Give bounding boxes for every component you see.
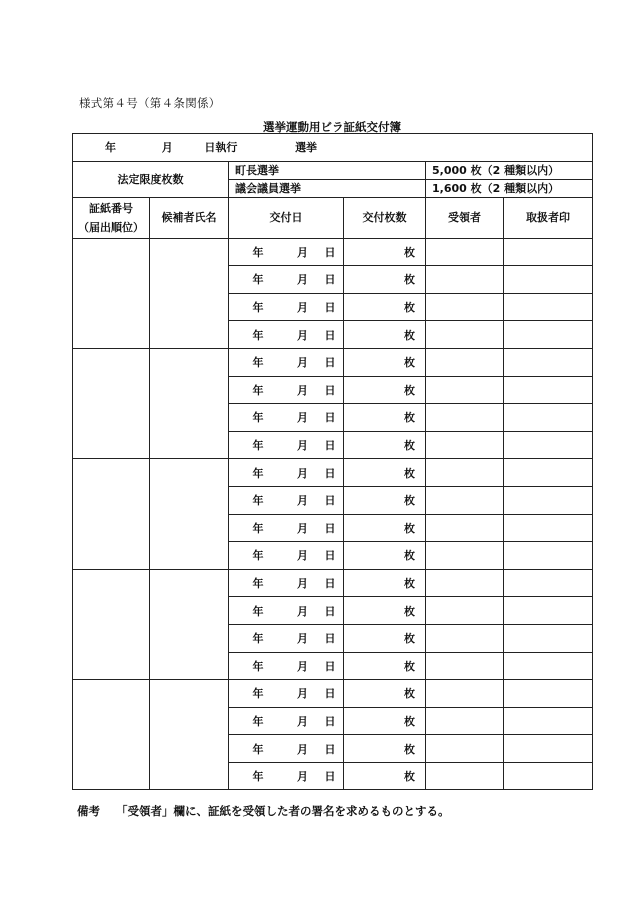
issue-date-cell[interactable] — [229, 542, 344, 570]
date-month: 月 — [297, 742, 308, 756]
sheets-unit: 枚 — [404, 411, 415, 425]
issue-date-cell[interactable] — [229, 321, 344, 349]
date-year: 年 — [252, 439, 264, 453]
recipient-cell[interactable] — [426, 293, 504, 321]
recipient-cell[interactable] — [426, 652, 504, 680]
date-day: 日 — [324, 659, 336, 673]
recipient-cell[interactable] — [426, 486, 504, 514]
cert-number-cell[interactable] — [73, 459, 150, 569]
handler-seal-cell[interactable] — [504, 293, 593, 321]
sheets-unit: 枚 — [404, 549, 415, 563]
handler-seal-cell[interactable] — [504, 238, 593, 266]
date-day: 日 — [324, 742, 336, 756]
date-day: 日 — [324, 714, 336, 728]
sheets-unit: 枚 — [404, 521, 415, 535]
issue-date-cell[interactable] — [229, 569, 344, 597]
sheets-unit: 枚 — [404, 577, 415, 591]
recipient-cell[interactable] — [426, 431, 504, 459]
handler-seal-cell[interactable] — [504, 376, 593, 404]
handler-seal-cell[interactable] — [504, 542, 593, 570]
sheets-unit: 枚 — [404, 245, 415, 259]
header-issue-date: 交付日 — [229, 197, 344, 238]
issue-date-cell[interactable] — [229, 624, 344, 652]
execution-row — [73, 134, 593, 162]
sheets-unit: 枚 — [404, 742, 415, 756]
recipient-cell[interactable] — [426, 762, 504, 790]
date-month: 月 — [297, 549, 308, 563]
date-year: 年 — [252, 411, 264, 425]
issue-date-cell[interactable] — [229, 348, 344, 376]
handler-seal-cell[interactable] — [504, 266, 593, 294]
handler-seal-cell[interactable] — [504, 569, 593, 597]
issue-count-cell[interactable] — [344, 597, 426, 625]
issue-count-cell[interactable] — [344, 486, 426, 514]
cert-number-cell[interactable] — [73, 680, 150, 790]
issue-count-cell[interactable] — [344, 321, 426, 349]
sheets-unit: 枚 — [404, 466, 415, 480]
handler-seal-cell[interactable] — [504, 321, 593, 349]
limit-election-council: 議会議員選挙 — [229, 179, 426, 197]
issue-date-cell[interactable] — [229, 514, 344, 542]
issue-count-cell[interactable] — [344, 707, 426, 735]
date-month: 月 — [297, 273, 308, 287]
issue-date-cell[interactable] — [229, 680, 344, 708]
date-year: 年 — [252, 521, 264, 535]
handler-seal-cell[interactable] — [504, 597, 593, 625]
sheets-unit: 枚 — [404, 356, 415, 370]
issue-date-cell[interactable] — [229, 266, 344, 294]
date-month: 月 — [297, 301, 308, 315]
issue-count-cell[interactable] — [344, 376, 426, 404]
date-year: 年 — [252, 632, 264, 646]
issue-count-cell[interactable] — [344, 404, 426, 432]
handler-seal-cell[interactable] — [504, 348, 593, 376]
issue-count-cell[interactable] — [344, 735, 426, 763]
candidate-name-cell[interactable] — [150, 459, 229, 569]
date-day: 日 — [324, 687, 336, 701]
recipient-cell[interactable] — [426, 238, 504, 266]
date-day: 日 — [324, 301, 336, 315]
issue-date-cell[interactable] — [229, 707, 344, 735]
recipient-cell[interactable] — [426, 404, 504, 432]
candidate-name-cell[interactable] — [150, 569, 229, 679]
handler-seal-cell[interactable] — [504, 680, 593, 708]
date-day: 日 — [324, 494, 336, 508]
issue-count-cell[interactable] — [344, 266, 426, 294]
issue-date-cell[interactable] — [229, 238, 344, 266]
date-day: 日 — [324, 411, 336, 425]
date-year: 年 — [252, 328, 264, 342]
issue-date-cell[interactable] — [229, 652, 344, 680]
recipient-cell[interactable] — [426, 459, 504, 487]
issue-count-cell[interactable] — [344, 293, 426, 321]
sheets-unit: 枚 — [404, 632, 415, 646]
ledger-row — [73, 238, 593, 266]
header-cert-number — [73, 197, 150, 238]
date-day: 日 — [324, 439, 336, 453]
date-month: 月 — [297, 770, 308, 784]
ledger-table — [72, 133, 593, 790]
date-day: 日 — [324, 604, 336, 618]
handler-seal-cell[interactable] — [504, 459, 593, 487]
cert-number-cell[interactable] — [73, 569, 150, 679]
date-day: 日 — [324, 577, 336, 591]
issue-date-cell[interactable] — [229, 431, 344, 459]
date-month: 月 — [297, 245, 308, 259]
sheets-unit: 枚 — [404, 273, 415, 287]
issue-date-cell[interactable] — [229, 486, 344, 514]
remark-text: 「受領者」欄に、証紙を受領した者の署名を求めるものとする。 — [116, 804, 450, 818]
handler-seal-cell[interactable] — [504, 762, 593, 790]
handler-seal-cell[interactable] — [504, 707, 593, 735]
date-day: 日 — [324, 356, 336, 370]
date-day: 日 — [324, 273, 336, 287]
header-issue-count: 交付枚数 — [344, 197, 426, 238]
limit-value-mayor: 5,000 枚（2 種類以内） — [426, 161, 593, 179]
date-month: 月 — [297, 714, 308, 728]
date-month: 月 — [297, 494, 308, 508]
date-day: 日 — [324, 245, 336, 259]
date-year: 年 — [252, 770, 264, 784]
exec-day-executed: 日執行 — [204, 141, 238, 155]
recipient-cell[interactable] — [426, 735, 504, 763]
recipient-cell[interactable] — [426, 597, 504, 625]
issue-count-cell[interactable] — [344, 238, 426, 266]
date-month: 月 — [297, 632, 308, 646]
date-day: 日 — [324, 770, 336, 784]
issue-count-cell[interactable] — [344, 624, 426, 652]
issue-date-cell[interactable] — [229, 762, 344, 790]
recipient-cell[interactable] — [426, 376, 504, 404]
header-candidate: 候補者氏名 — [150, 197, 229, 238]
recipient-cell[interactable] — [426, 624, 504, 652]
candidate-name-cell[interactable] — [150, 680, 229, 790]
limit-election-mayor: 町長選挙 — [229, 161, 426, 179]
sheets-unit: 枚 — [404, 383, 415, 397]
exec-election: 選挙 — [295, 141, 318, 155]
issue-count-cell[interactable] — [344, 514, 426, 542]
date-year: 年 — [252, 549, 264, 563]
sheets-unit: 枚 — [404, 714, 415, 728]
date-month: 月 — [297, 687, 308, 701]
exec-year: 年 — [105, 141, 116, 155]
issue-date-cell[interactable] — [229, 404, 344, 432]
header-handler-seal: 取扱者印 — [504, 197, 593, 238]
date-month: 月 — [297, 328, 308, 342]
header-row — [73, 197, 593, 238]
date-day: 日 — [324, 521, 336, 535]
sheets-unit: 枚 — [404, 687, 415, 701]
date-month: 月 — [297, 466, 308, 480]
header-cert-number-line1: 証紙番号 — [89, 201, 133, 215]
date-day: 日 — [324, 549, 336, 563]
issue-count-cell[interactable] — [344, 542, 426, 570]
header-cert-number-line2: （届出順位） — [78, 220, 144, 234]
date-year: 年 — [252, 273, 264, 287]
date-day: 日 — [324, 383, 336, 397]
date-year: 年 — [252, 659, 264, 673]
issue-count-cell[interactable] — [344, 459, 426, 487]
issue-count-cell[interactable] — [344, 348, 426, 376]
sheets-unit: 枚 — [404, 494, 415, 508]
cert-number-cell[interactable] — [73, 238, 150, 348]
recipient-cell[interactable] — [426, 707, 504, 735]
sheets-unit: 枚 — [404, 439, 415, 453]
remark-label: 備考 — [77, 804, 100, 818]
sheets-unit: 枚 — [404, 770, 415, 784]
recipient-cell[interactable] — [426, 348, 504, 376]
issue-count-cell[interactable] — [344, 762, 426, 790]
recipient-cell[interactable] — [426, 542, 504, 570]
date-month: 月 — [297, 383, 308, 397]
sheets-unit: 枚 — [404, 301, 415, 315]
handler-seal-cell[interactable] — [504, 735, 593, 763]
handler-seal-cell[interactable] — [504, 514, 593, 542]
date-month: 月 — [297, 659, 308, 673]
handler-seal-cell[interactable] — [504, 404, 593, 432]
date-year: 年 — [252, 494, 264, 508]
recipient-cell[interactable] — [426, 569, 504, 597]
date-day: 日 — [324, 466, 336, 480]
limit-label: 法定限度枚数 — [73, 161, 229, 197]
date-year: 年 — [252, 466, 264, 480]
date-year: 年 — [252, 301, 264, 315]
issue-date-cell[interactable] — [229, 376, 344, 404]
candidate-name-cell[interactable] — [150, 238, 229, 348]
handler-seal-cell[interactable] — [504, 486, 593, 514]
date-year: 年 — [252, 714, 264, 728]
issue-date-cell[interactable] — [229, 735, 344, 763]
date-year: 年 — [252, 742, 264, 756]
limit-value-council: 1,600 枚（2 種類以内） — [426, 179, 593, 197]
exec-month: 月 — [161, 141, 173, 155]
issue-count-cell[interactable] — [344, 680, 426, 708]
sheets-unit: 枚 — [404, 328, 415, 342]
date-month: 月 — [297, 411, 308, 425]
date-month: 月 — [297, 577, 308, 591]
ledger-row — [73, 459, 593, 487]
date-year: 年 — [252, 245, 264, 259]
sheets-unit: 枚 — [404, 604, 415, 618]
date-year: 年 — [252, 604, 264, 618]
date-day: 日 — [324, 328, 336, 342]
recipient-cell[interactable] — [426, 514, 504, 542]
issue-count-cell[interactable] — [344, 431, 426, 459]
handler-seal-cell[interactable] — [504, 624, 593, 652]
document-title: 選挙運動用ビラ証紙交付簿 — [263, 120, 401, 134]
handler-seal-cell[interactable] — [504, 652, 593, 680]
issue-date-cell[interactable] — [229, 459, 344, 487]
sheets-unit: 枚 — [404, 659, 415, 673]
issue-count-cell[interactable] — [344, 652, 426, 680]
ledger-row — [73, 569, 593, 597]
issue-date-cell[interactable] — [229, 293, 344, 321]
limit-row-mayor — [73, 161, 593, 179]
date-year: 年 — [252, 383, 264, 397]
recipient-cell[interactable] — [426, 266, 504, 294]
date-month: 月 — [297, 604, 308, 618]
date-year: 年 — [252, 356, 264, 370]
ledger-row — [73, 348, 593, 376]
date-day: 日 — [324, 632, 336, 646]
cert-number-cell[interactable] — [73, 348, 150, 458]
recipient-cell[interactable] — [426, 321, 504, 349]
form-number: 様式第４号（第４条関係） — [79, 96, 221, 110]
recipient-cell[interactable] — [426, 680, 504, 708]
date-month: 月 — [297, 521, 308, 535]
date-month: 月 — [297, 356, 308, 370]
header-recipient: 受領者 — [426, 197, 504, 238]
date-year: 年 — [252, 577, 264, 591]
date-month: 月 — [297, 439, 308, 453]
issue-count-cell[interactable] — [344, 569, 426, 597]
handler-seal-cell[interactable] — [504, 431, 593, 459]
date-year: 年 — [252, 687, 264, 701]
candidate-name-cell[interactable] — [150, 348, 229, 458]
remark — [77, 803, 450, 819]
issue-date-cell[interactable] — [229, 597, 344, 625]
ledger-row — [73, 680, 593, 708]
